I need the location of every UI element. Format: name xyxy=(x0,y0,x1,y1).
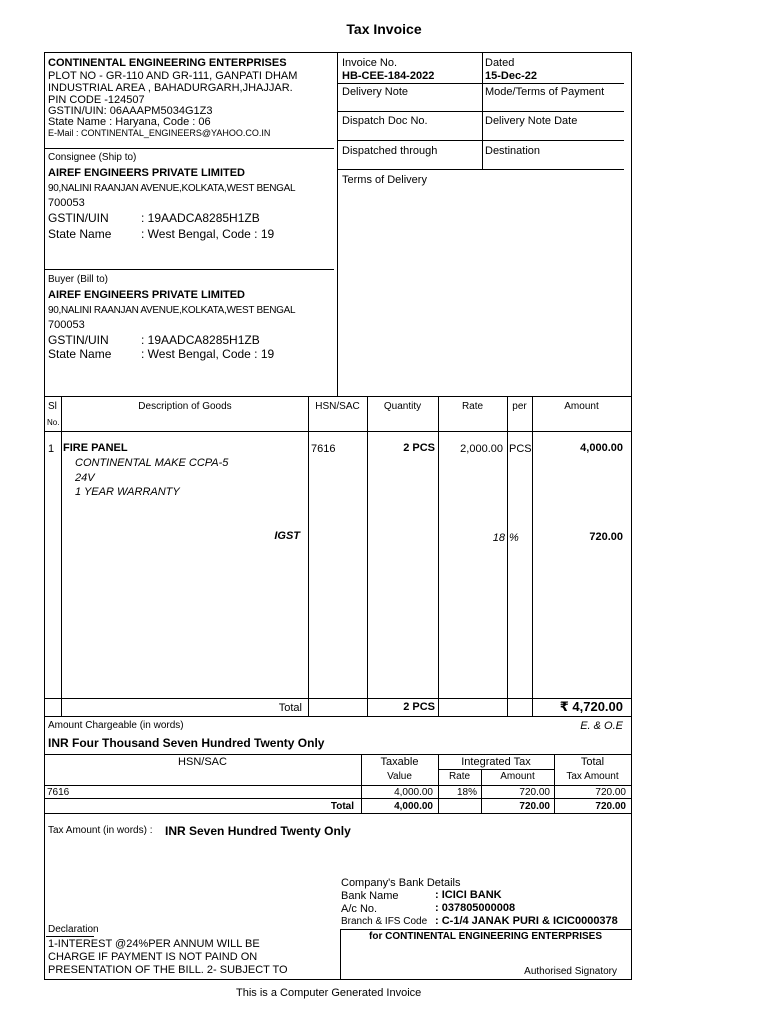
item-per: PCS xyxy=(509,443,532,455)
consignee-address: 90,NALINI RAANJAN AVENUE,KOLKATA,WEST BENGAL xyxy=(48,183,296,194)
dispatched-through-label: Dispatched through xyxy=(342,145,438,157)
buyer-name: AIREF ENGINEERS PRIVATE LIMITED xyxy=(48,289,245,301)
invoice-no-label: Invoice No. xyxy=(342,57,398,69)
account-label: A/c No. xyxy=(341,903,378,915)
seller-state: State Name : Haryana, Code : 06 xyxy=(48,116,211,128)
dated-label: Dated xyxy=(485,57,515,69)
footer-note: This is a Computer Generated Invoice xyxy=(236,987,422,999)
item-desc-3: 1 YEAR WARRANTY xyxy=(75,486,180,498)
tax-row-taxable: 4,000.00 xyxy=(394,787,433,798)
tax-total-total: 720.00 xyxy=(595,801,626,812)
igst-amount: 720.00 xyxy=(589,531,623,543)
item-desc-2: 24V xyxy=(75,472,95,484)
tax-hsn-header: HSN/SAC xyxy=(178,756,227,768)
igst-label: IGST xyxy=(274,530,300,542)
buyer-state-label: State Name xyxy=(48,347,112,361)
col-no: No. xyxy=(47,418,60,427)
destination-label: Destination xyxy=(485,145,541,157)
consignee-pin: 700053 xyxy=(48,197,85,209)
bank-name-value: : ICICI BANK xyxy=(435,889,502,901)
buyer-label: Buyer (Bill to) xyxy=(48,274,109,285)
account-value: : 037805000008 xyxy=(435,902,516,914)
igst-per: % xyxy=(509,532,519,544)
amount-in-words: INR Four Thousand Seven Hundred Twenty Only xyxy=(48,736,325,750)
buyer-state: : West Bengal, Code : 19 xyxy=(141,347,275,361)
seller-pin: PIN CODE -124507 xyxy=(48,94,145,106)
col-description: Description of Goods xyxy=(138,401,232,412)
dispatch-doc-label: Dispatch Doc No. xyxy=(342,115,428,127)
tax-amount-header: Amount xyxy=(500,771,535,782)
dated-value: 15-Dec-22 xyxy=(485,70,537,82)
tax-total-header-1: Total xyxy=(580,756,605,768)
col-quantity: Quantity xyxy=(383,401,422,412)
buyer-pin: 700053 xyxy=(48,319,85,331)
frame-top xyxy=(44,52,632,53)
declaration-line-3: PRESENTATION OF THE BILL. 2- SUBJECT TO xyxy=(48,964,288,976)
item-amount: 4,000.00 xyxy=(580,442,623,454)
consignee-state: : West Bengal, Code : 19 xyxy=(141,227,275,241)
frame-right xyxy=(631,52,632,980)
bank-heading: Company's Bank Details xyxy=(341,877,461,889)
total-quantity: 2 PCS xyxy=(403,701,435,713)
tax-total-label: Total xyxy=(330,801,354,812)
declaration-label: Declaration xyxy=(48,924,99,935)
seller-name: CONTINENTAL ENGINEERING ENTERPRISES xyxy=(48,57,287,69)
consignee-label: Consignee (Ship to) xyxy=(48,152,137,163)
frame-left xyxy=(44,52,45,980)
tax-row-hsn: 7616 xyxy=(47,787,70,798)
header-divider xyxy=(337,52,338,397)
frame-bottom xyxy=(44,979,632,980)
consignee-gstin-label: GSTIN/UIN xyxy=(48,211,109,225)
tax-taxable-header-2: Value xyxy=(387,771,412,782)
col-rate: Rate xyxy=(461,401,484,412)
tax-total-amount: 720.00 xyxy=(519,801,550,812)
igst-rate: 18 xyxy=(492,532,505,544)
buyer-gstin-label: GSTIN/UIN xyxy=(48,333,109,347)
mode-terms-label: Mode/Terms of Payment xyxy=(485,86,605,98)
buyer-address: 90,NALINI RAANJAN AVENUE,KOLKATA,WEST BENGAL xyxy=(48,305,296,316)
signatory-for-line: for CONTINENTAL ENGINEERING ENTERPRISES xyxy=(369,931,602,942)
declaration-line-1: 1-INTEREST @24%PER ANNUM WILL BE xyxy=(48,938,260,950)
col-per: per xyxy=(512,401,527,412)
item-desc-1: CONTINENTAL MAKE CCPA-5 xyxy=(75,457,229,469)
seller-email: E-Mail : CONTINENTAL_ENGINEERS@YAHOO.CO.IN xyxy=(48,128,271,138)
item-name: FIRE PANEL xyxy=(63,442,128,454)
invoice-title: Tax Invoice xyxy=(346,21,422,37)
col-hsn: HSN/SAC xyxy=(315,401,360,412)
consignee-gstin: : 19AADCA8285H1ZB xyxy=(141,211,260,225)
item-quantity: 2 PCS xyxy=(403,442,435,454)
declaration-line-2: CHARGE IF PAYMENT IS NOT PAIND ON xyxy=(48,951,258,963)
consignee-name: AIREF ENGINEERS PRIVATE LIMITED xyxy=(48,167,245,179)
tax-taxable-header-1: Taxable xyxy=(380,756,419,768)
item-hsn: 7616 xyxy=(311,443,336,455)
seller-address-1: PLOT NO - GR-110 AND GR-111, GANPATI DHAM xyxy=(48,70,298,82)
authorised-signatory: Authorised Signatory xyxy=(524,966,617,977)
item-rate: 2,000.00 xyxy=(460,443,503,455)
tax-row-amount: 720.00 xyxy=(519,787,550,798)
consignee-state-label: State Name xyxy=(48,227,112,241)
col-sl: Sl xyxy=(48,401,57,412)
tax-total-taxable: 4,000.00 xyxy=(394,801,433,812)
tax-row-rate: 18% xyxy=(456,787,477,798)
branch-label: Branch & IFS Code xyxy=(341,916,428,927)
tax-amount-in-words: INR Seven Hundred Twenty Only xyxy=(165,824,351,838)
total-label: Total xyxy=(278,702,302,714)
delivery-note-label: Delivery Note xyxy=(342,86,409,98)
words-label: Amount Chargeable (in words) xyxy=(48,720,184,731)
tax-total-header-2: Tax Amount xyxy=(566,771,619,782)
delivery-note-date-label: Delivery Note Date xyxy=(485,115,578,127)
terms-delivery-label: Terms of Delivery xyxy=(342,174,427,186)
total-amount: ₹ 4,720.00 xyxy=(559,699,623,714)
branch-value: : C-1/4 JANAK PURI & ICIC0000378 xyxy=(435,915,618,927)
invoice-no-value: HB-CEE-184-2022 xyxy=(342,70,435,82)
seller-address-2: INDUSTRIAL AREA , BAHADURGARH,JHAJJAR. xyxy=(48,82,293,94)
buyer-gstin: : 19AADCA8285H1ZB xyxy=(141,333,260,347)
tax-integrated-header: Integrated Tax xyxy=(461,756,531,768)
tax-words-label: Tax Amount (in words) : xyxy=(48,825,153,836)
eoe-label: E. & O.E xyxy=(580,720,623,732)
seller-gstin: GSTIN/UIN: 06AAAPM5034G1Z3 xyxy=(48,105,213,117)
item-sl: 1 xyxy=(48,443,55,455)
tax-row-total: 720.00 xyxy=(595,787,626,798)
col-amount: Amount xyxy=(564,401,599,412)
bank-name-label: Bank Name xyxy=(341,890,399,902)
tax-rate-header: Rate xyxy=(448,771,471,782)
